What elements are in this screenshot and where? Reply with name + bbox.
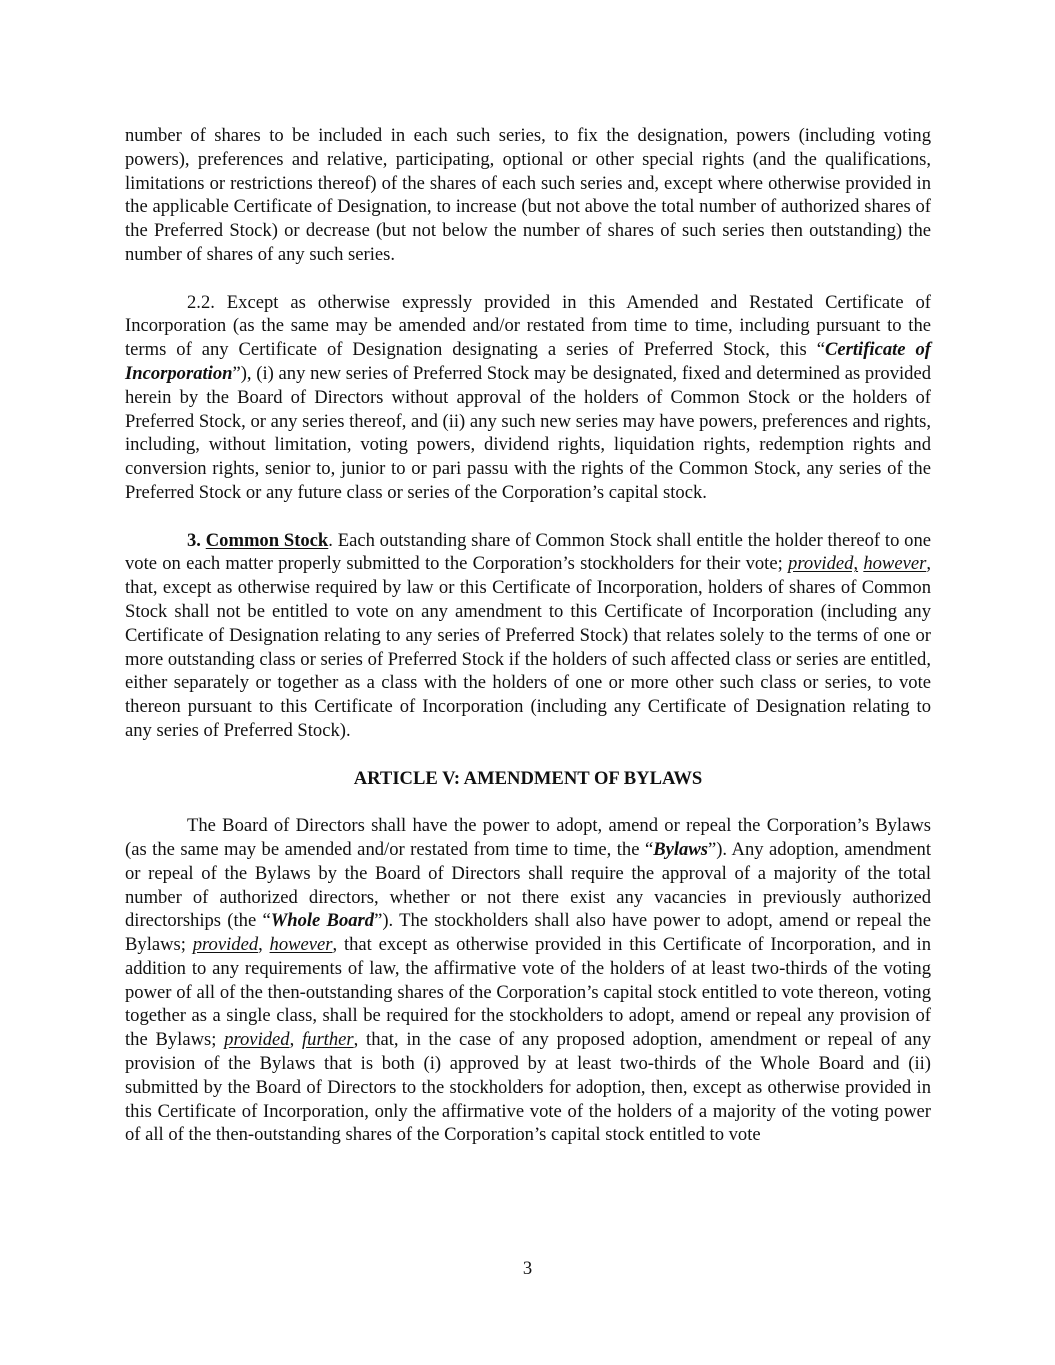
however-term: however [863, 553, 927, 575]
article-v-text-3: ”). The stockholders shall also have power to adopt, amend or repeal the Bylaws; [125, 910, 931, 956]
continuation-text: number of shares to be included in each such series, to fix the designation, powers (including voting powers), preferences and relative, participating, optional or other special rights (and the qualifications, limitations or restrictions thereof) of the shares of each such series and, except where otherwise provided in the applicable Certificate of Designation, to increase (but not above the total number of authorized shares of the Preferred Stock) or decrease (but not below the number of shares of such series then outstanding) the number of shares of any such series. [125, 125, 931, 265]
article-v-text-4: , that except as otherwise provided in this Certificate of Incorporation, and in addition to any requirements of law, the affirmative vote of the holders of at least two-thirds of the voting power of all of the then-outstanding shares of the Corporation’s capital stock entitled to vote thereon, voting together as a single class, shall be required for the stockholders to adopt, amend or repeal any provision of the Bylaws; [125, 934, 932, 1051]
continuation-paragraph [125, 124, 931, 267]
comma: , [258, 934, 270, 956]
provided-term: provided [192, 934, 259, 956]
section-3-number: 3. [187, 529, 201, 551]
provided-term: provided, [788, 553, 859, 575]
defined-term-whole-board: Whole Board [270, 910, 375, 932]
article-v-text-5: , that, in the case of any proposed adoption, amendment or repeal of any provision of the Bylaws that is both (i) approved by at least two-thirds of the Whole Board and (ii) submitted by the Board of Directors to the stockholders for adoption, then, except as otherwise provided in this Certificate of Incorporation, only the affirmative vote of the holders of a majority of the voting power of all of the then-outstanding shares of the Corporation’s capital stock entitled to vote [125, 1029, 931, 1146]
defined-term-certificate-of-incorporation: Certificate of Incorporation [125, 339, 931, 384]
section-3-title: Common Stock [205, 529, 329, 551]
article-v-text-2: ”). Any adoption, amendment or repeal of the Bylaws by the Board of Directors shall require the approval of a majority of the total number of authorized directors, whether or not there exist any vacancies in previously authorized directorships (the “ [125, 838, 931, 932]
article-v-heading: ARTICLE V: AMENDMENT OF BYLAWS [353, 767, 703, 789]
section-3-paragraph [125, 529, 931, 743]
defined-term-bylaws: Bylaws [653, 838, 708, 860]
article-v-text-1: The Board of Directors shall have the power to adopt, amend or repeal the Corporation’s Bylaws (as the same may be amended and/or restated from time to time, the “ [125, 815, 931, 860]
page-number: 3 [522, 1258, 533, 1279]
section-2-2-text-1: 2.2. Except as otherwise expressly provided in this Amended and Restated Certificate of Incorporation (as the same may be amended and/or restated from time to time, including pursuant to the terms of any Certificate of Designation designating a series of Preferred Stock, this “ [125, 291, 931, 361]
section-2-2-paragraph [125, 291, 931, 505]
section-3-text-2: , that, except as otherwise required by law or this Certificate of Incorporation, holders of shares of Common Stock shall not be entitled to vote on any amendment to this Certificate of Incorporation (including any Certificate of Designation relating to any series of Preferred Stock) that relates solely to the terms of one or more outstanding class or series of Preferred Stock if the holders of such affected class or series are entitled, either separately or together as a class with the holders of one or more other such class or series, to vote thereon pursuant to this Certificate of Incorporation (including any Certificate of Designation relating to any series of Preferred Stock). [125, 553, 931, 741]
provided-term: provided [224, 1029, 290, 1051]
section-3-text-1: . Each outstanding share of Common Stock shall entitle the holder thereof to one vote on each matter properly submitted to the Corporation’s stockholders for their vote; [125, 529, 931, 575]
section-2-2-text-2: ”), (i) any new series of Preferred Stock may be designated, fixed and determined as provided herein by the Board of Directors without approval of the holders of Common Stock or the holders of Preferred Stock, or any series thereof, and (ii) any such new series may have powers, preferences and rights, including, without limitation, voting powers, dividend rights, liquidation rights, redemption rights and conversion rights, senior to, junior to or pari passu with the rights of the Common Stock, any series of the Preferred Stock or any future class or series of the Corporation’s capital stock. [125, 362, 931, 503]
however-term: however [269, 934, 333, 956]
document-body [125, 124, 931, 1147]
further-term: further [301, 1029, 354, 1051]
article-v-paragraph [125, 814, 931, 1147]
comma: , [289, 1029, 302, 1051]
